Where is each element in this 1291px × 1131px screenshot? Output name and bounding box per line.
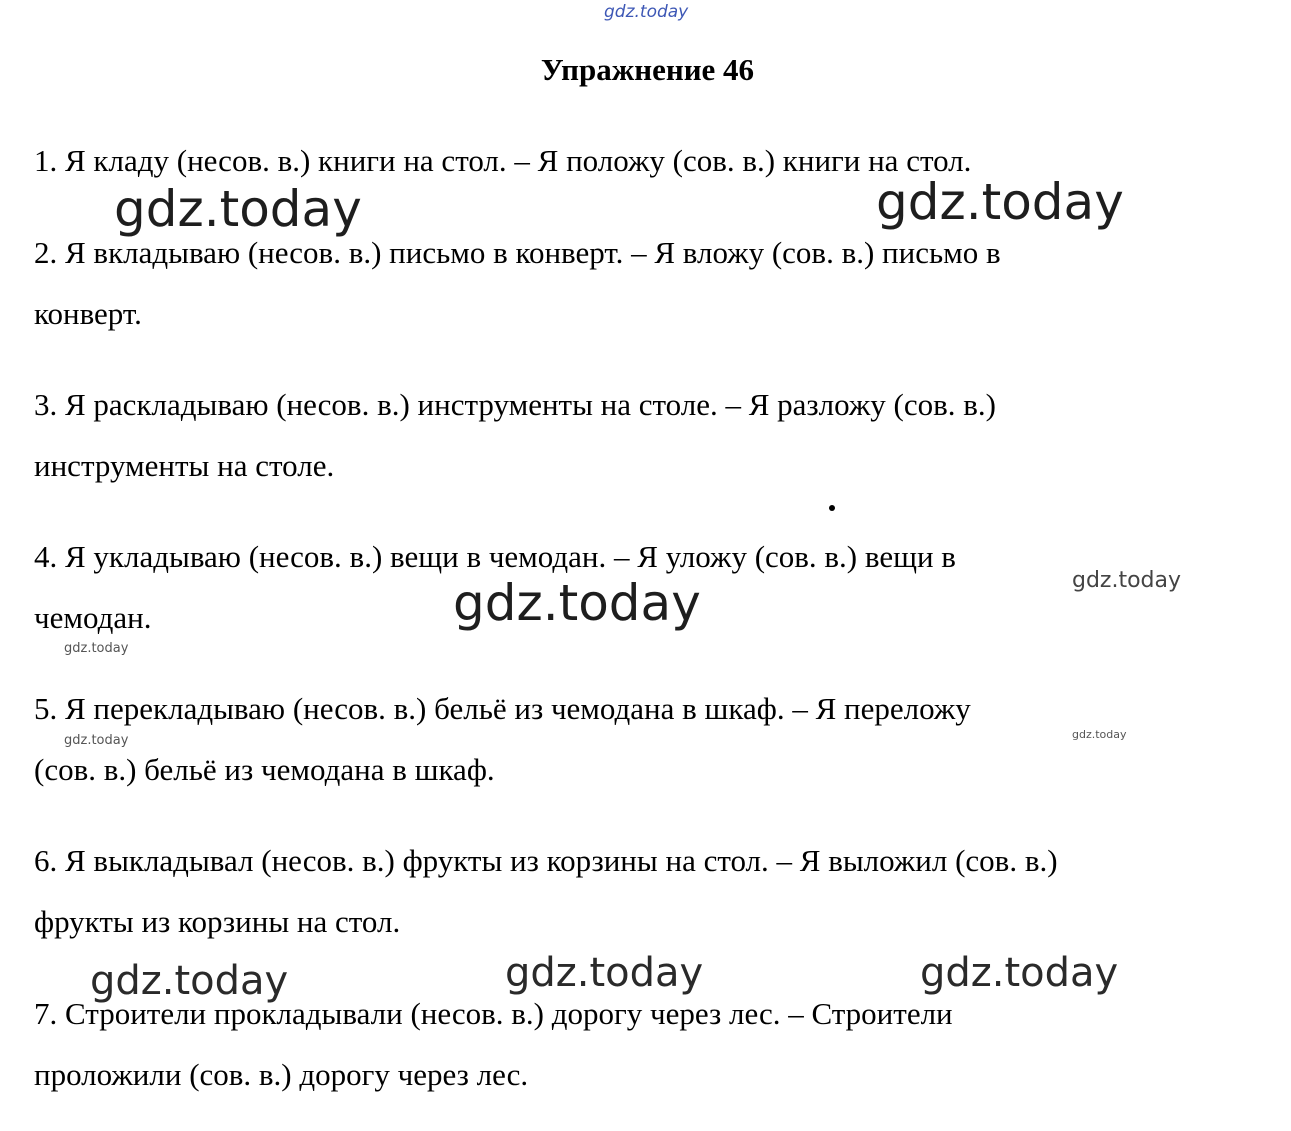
exercise-item-5 xyxy=(34,678,1234,800)
item-line: 4. Я укладываю (несов. в.) вещи в чемодан. – Я уложу (сов. в.) вещи в xyxy=(34,539,956,574)
exercise-item-6 xyxy=(34,830,1234,952)
item-line: проложили (сов. в.) дорогу через лес. xyxy=(34,1057,529,1092)
item-line: 3. Я раскладываю (несов. в.) инструменты на столе. – Я разложу (сов. в.) xyxy=(34,387,996,422)
exercise-item-2 xyxy=(34,222,1234,344)
item-line: инструменты на столе. xyxy=(34,448,335,483)
item-line: конверт. xyxy=(34,296,142,331)
exercise-item-1 xyxy=(34,130,1234,191)
watermark: gdz.today xyxy=(920,950,1119,996)
watermark: gdz.today xyxy=(64,733,129,748)
watermark: gdz.today xyxy=(64,641,129,656)
watermark: gdz.today xyxy=(90,958,289,1004)
watermark: gdz.today xyxy=(114,180,362,238)
watermark: gdz.today xyxy=(1072,728,1127,741)
watermark: gdz.today xyxy=(505,950,704,996)
exercise-item-4 xyxy=(34,526,1234,648)
item-line: фрукты из корзины на стол. xyxy=(34,904,401,939)
stray-dot xyxy=(829,505,835,511)
watermark: gdz.today xyxy=(876,173,1124,231)
item-line: (сов. в.) бельё из чемодана в шкаф. xyxy=(34,752,495,787)
watermark-top: gdz.today xyxy=(604,2,689,22)
item-line: 6. Я выкладывал (несов. в.) фрукты из корзины на стол. – Я выложил (сов. в.) xyxy=(34,843,1058,878)
item-line: 1. Я кладу (несов. в.) книги на стол. – Я положу (сов. в.) книги на стол. xyxy=(34,143,972,178)
item-line: 5. Я перекладываю (несов. в.) бельё из чемодана в шкаф. – Я переложу xyxy=(34,691,971,726)
watermark: gdz.today xyxy=(453,574,701,632)
exercise-item-3 xyxy=(34,374,1234,496)
watermark: gdz.today xyxy=(1072,568,1182,593)
exercise-item-7 xyxy=(34,983,1234,1105)
item-line: 2. Я вкладываю (несов. в.) письмо в конверт. – Я вложу (сов. в.) письмо в xyxy=(34,235,1001,270)
page-title: Упражнение 46 xyxy=(540,52,755,87)
item-line: 7. Строители прокладывали (несов. в.) дорогу через лес. – Строители xyxy=(34,996,953,1031)
item-line: чемодан. xyxy=(34,600,152,635)
